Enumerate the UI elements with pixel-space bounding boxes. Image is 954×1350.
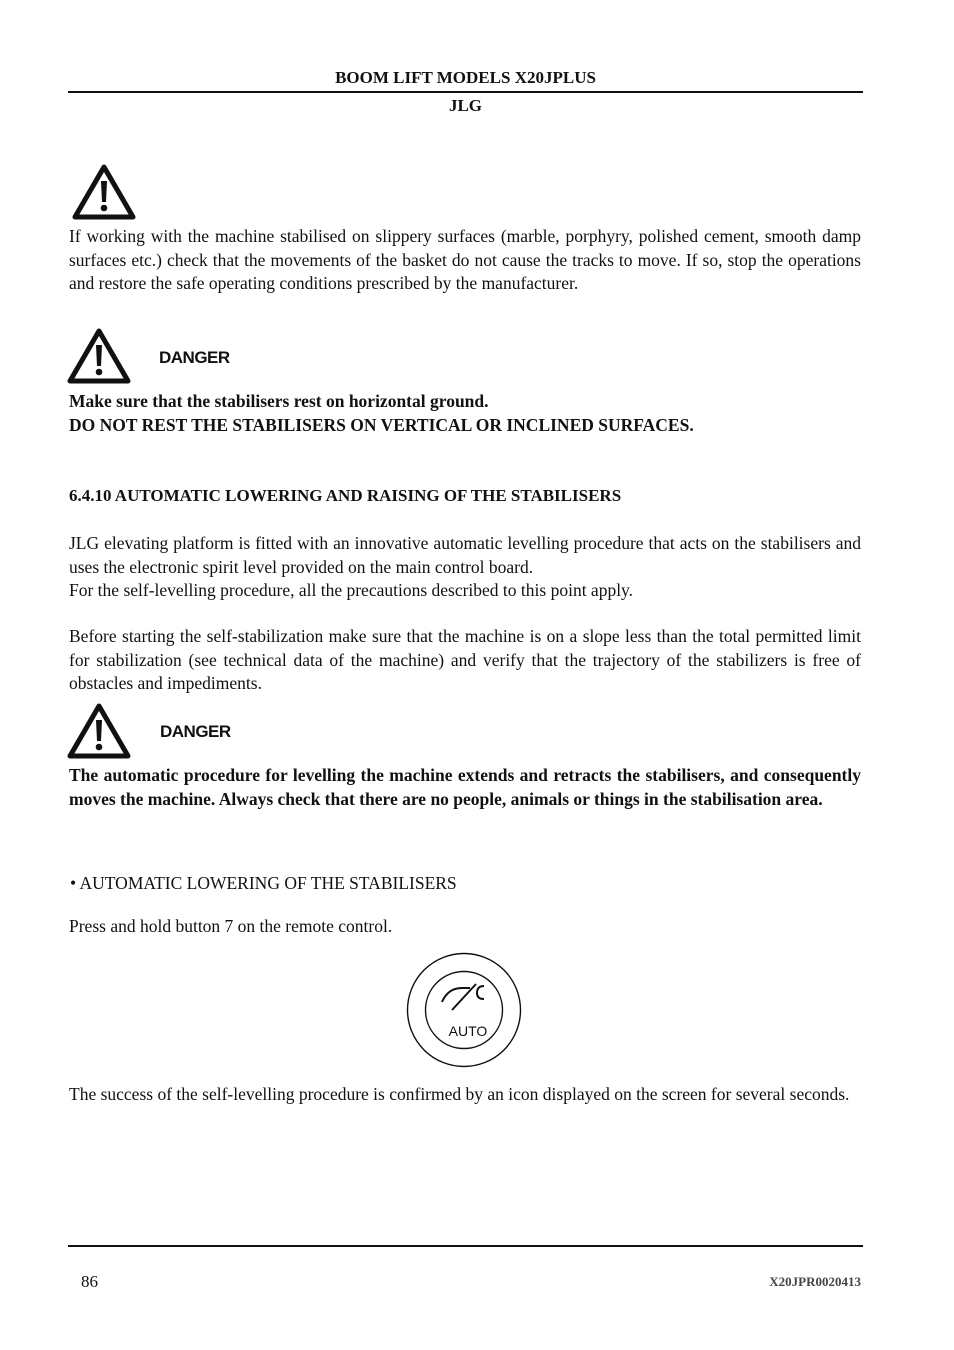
- section-paragraph: Before starting the self-stabilization make sure that the machine is on a slope less than the total permitted limit for stabilization (see technical data of the machine) and verify that the trajectory of the stabilizers is free of obstacles and impediments.: [69, 626, 861, 693]
- page-number: 86: [81, 1272, 98, 1291]
- auto-level-button-icon: [406, 952, 522, 1068]
- section-title: 6.4.10 AUTOMATIC LOWERING AND RAISING OF THE STABILISERS: [69, 486, 622, 505]
- auto-level-button: [406, 952, 522, 1068]
- paragraph-line: For the self-levelling procedure, all the precautions described to this point apply.: [69, 580, 634, 600]
- document-code: X20JPR0020413: [769, 1274, 861, 1289]
- subsection-title: • AUTOMATIC LOWERING OF THE STABILISERS: [70, 873, 457, 893]
- footer-divider: [68, 1245, 863, 1247]
- paragraph-line: JLG elevating platform is fitted with an innovative automatic levelling procedure that acts on the stabilisers and uses the electronic spirit level provided on the main control board.: [69, 533, 861, 577]
- danger-levelling-text: The automatic procedure for levelling the machine extends and retracts the stabilisers, and consequently moves the machine. Always check that there are no people, animals or things in the stabilisation area.: [69, 765, 861, 809]
- danger-horizontal-ground-text: [69, 390, 861, 437]
- confirmation-text: The success of the self-levelling procedure is confirmed by an icon displayed on the screen for several seconds.: [69, 1084, 850, 1104]
- danger-label: DANGER: [159, 348, 230, 367]
- header-divider: [68, 91, 863, 93]
- danger-label: DANGER: [160, 722, 231, 741]
- warning-triangle-icon: [67, 328, 131, 384]
- warning-triangle-icon: [72, 164, 136, 220]
- danger-line: DO NOT REST THE STABILISERS ON VERTICAL OR INCLINED SURFACES.: [69, 414, 694, 435]
- header-title: BOOM LIFT MODELS X20JPLUS: [335, 68, 596, 87]
- instruction-text: Press and hold button 7 on the remote control.: [69, 916, 393, 936]
- warning-triangle-icon: [67, 703, 131, 759]
- section-paragraph: [69, 532, 861, 603]
- danger-line: Make sure that the stabilisers rest on horizontal ground.: [69, 391, 489, 411]
- header-brand: JLG: [448, 96, 483, 115]
- slippery-surface-warning-text: If working with the machine stabilised on slippery surfaces (marble, porphyry, polished cement, smooth damp surfaces etc.) check that the movements of the basket do not cause the tracks to move. If so, stop the operations and restore the safe operating conditions prescribed by the manufacturer.: [69, 226, 861, 293]
- auto-button-label: AUTO: [448, 1023, 488, 1039]
